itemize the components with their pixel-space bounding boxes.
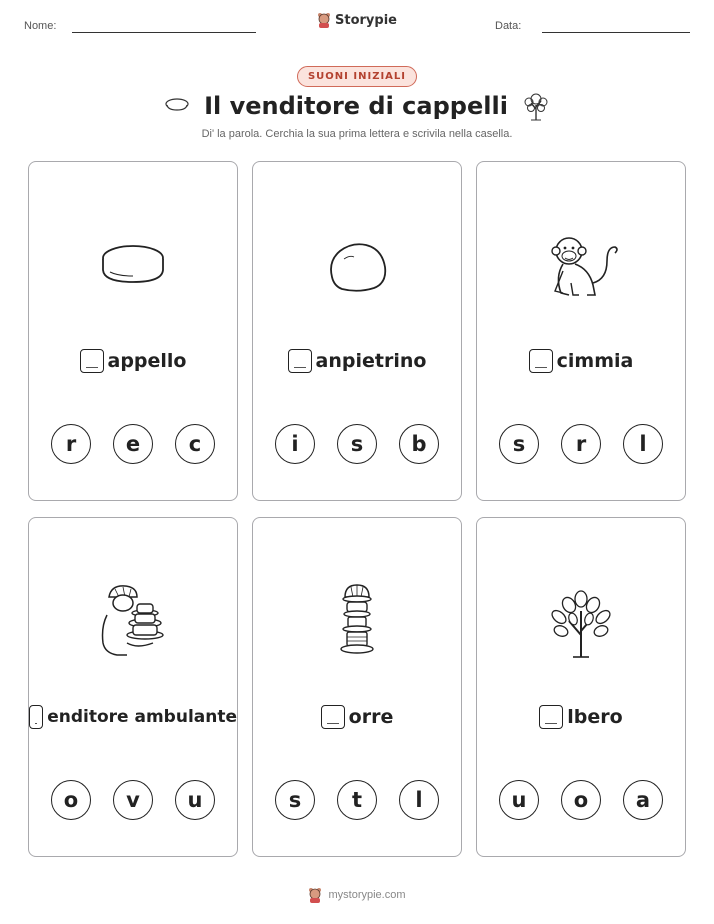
letter-option[interactable]: l — [399, 780, 439, 820]
letter-option[interactable]: s — [275, 780, 315, 820]
letter-option[interactable]: o — [51, 780, 91, 820]
letter-option[interactable]: r — [561, 424, 601, 464]
hat-tower-icon — [335, 583, 379, 663]
answer-box[interactable] — [529, 349, 553, 373]
letter-option[interactable]: c — [175, 424, 215, 464]
letter-option[interactable]: s — [337, 424, 377, 464]
letter-option[interactable]: l — [623, 424, 663, 464]
word-stem: lbero — [567, 706, 623, 728]
card-3 — [476, 161, 686, 501]
letter-option[interactable]: o — [561, 780, 601, 820]
letter-option[interactable]: u — [499, 780, 539, 820]
hat-seller-icon — [97, 583, 169, 663]
word-stem: appello — [107, 350, 187, 372]
word-stem: cimmia — [556, 350, 634, 372]
card-1 — [28, 161, 238, 501]
brand-name: Storypie — [335, 12, 397, 28]
stone-icon — [324, 239, 390, 295]
tree-icon — [522, 91, 550, 121]
card-2 — [252, 161, 462, 501]
letter-option[interactable]: u — [175, 780, 215, 820]
bear-icon — [308, 887, 322, 903]
letter-option[interactable]: a — [623, 780, 663, 820]
date-line[interactable] — [542, 32, 690, 33]
monkey-icon — [541, 231, 621, 303]
letter-option[interactable]: i — [275, 424, 315, 464]
letter-option[interactable]: e — [113, 424, 153, 464]
word-stem: enditore ambulante — [47, 707, 237, 727]
card-4 — [28, 517, 238, 857]
letter-option[interactable]: t — [337, 780, 377, 820]
instructions: Di' la parola. Cerchia la sua prima lettera e scrivila nella casella. — [201, 128, 513, 140]
bear-icon — [317, 12, 331, 28]
page-title: Il venditore di cappelli — [204, 92, 508, 120]
answer-box[interactable] — [29, 705, 43, 729]
tree-icon — [545, 585, 617, 661]
brand-logo — [0, 12, 714, 28]
word-stem: anpietrino — [315, 350, 427, 372]
letter-option[interactable]: s — [499, 424, 539, 464]
footer — [0, 887, 714, 903]
letter-option[interactable]: r — [51, 424, 91, 464]
answer-box[interactable] — [321, 705, 345, 729]
footer-url[interactable]: mystorypie.com — [328, 889, 406, 901]
letter-option[interactable]: v — [113, 780, 153, 820]
card-6 — [476, 517, 686, 857]
answer-box[interactable] — [539, 705, 563, 729]
answer-box[interactable] — [80, 349, 104, 373]
date-label: Data: — [495, 20, 522, 32]
cap-icon — [164, 97, 190, 115]
word-stem: orre — [348, 706, 394, 728]
category-badge: SUONI INIZIALI — [297, 66, 417, 87]
card-5 — [252, 517, 462, 857]
name-label: Nome: — [24, 20, 57, 32]
answer-box[interactable] — [288, 349, 312, 373]
name-line[interactable] — [72, 32, 256, 33]
cap-icon — [98, 242, 168, 292]
letter-option[interactable]: b — [399, 424, 439, 464]
